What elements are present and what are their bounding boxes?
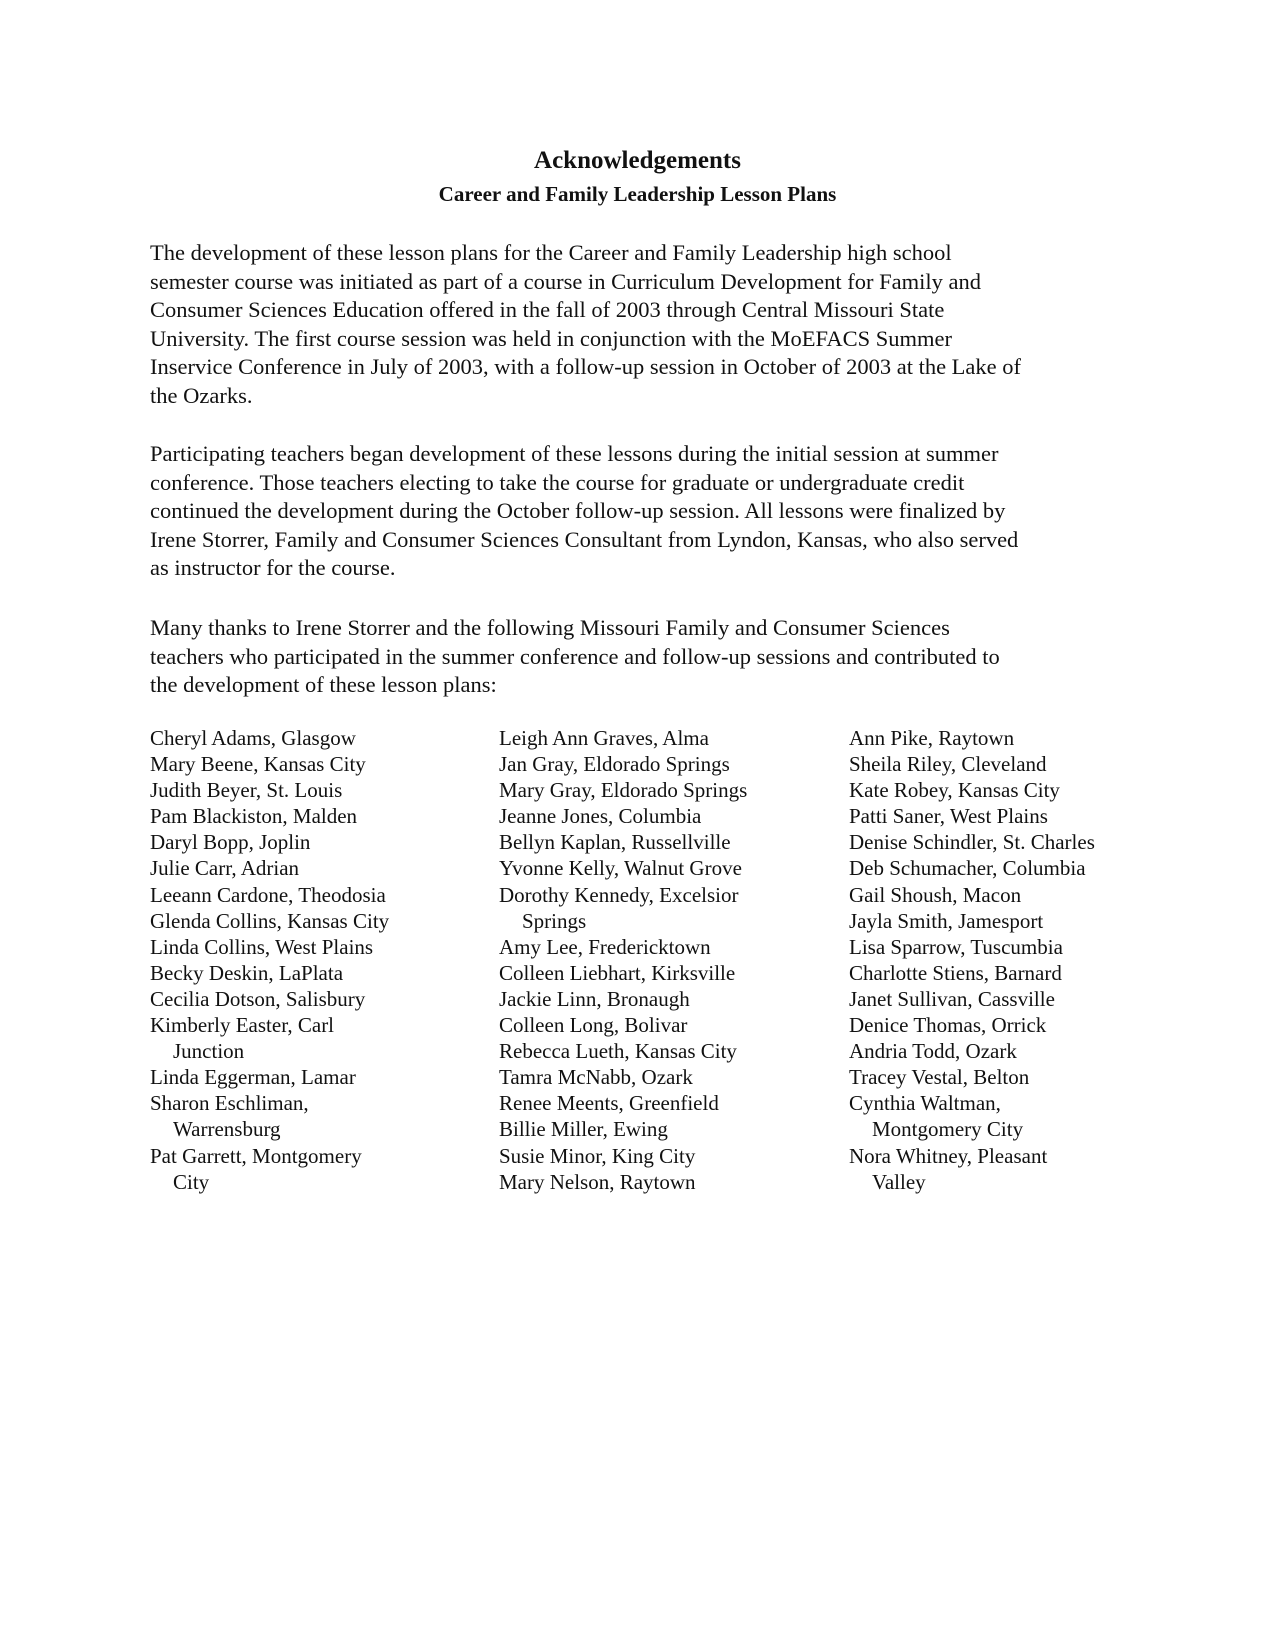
teacher-entry: Bellyn Kaplan, Russellville [499, 830, 731, 855]
teacher-entry: Leeann Cardone, Theodosia [150, 882, 386, 907]
teacher-entry: Daryl Bopp, Joplin [150, 830, 311, 855]
paragraph-line: The development of these lesson plans for the Career and Family Leadership high school [150, 240, 952, 265]
teacher-entry: Sharon Eschliman, [150, 1091, 309, 1116]
teacher-entry: Pam Blackiston, Malden [150, 804, 358, 829]
page-title: Acknowledgements [534, 147, 741, 174]
teacher-entry: Jan Gray, Eldorado Springs [499, 752, 730, 777]
paragraph-line: conference. Those teachers electing to take the course for graduate or undergraduate credit [150, 469, 965, 495]
teacher-entry: Cheryl Adams, Glasgow [150, 726, 356, 750]
teacher-entry: Charlotte Stiens, Barnard [849, 960, 1062, 985]
teacher-entry: Leigh Ann Graves, Alma [499, 726, 709, 750]
teacher-entry: Linda Eggerman, Lamar [150, 1065, 356, 1090]
teacher-entry: Sheila Riley, Cleveland [849, 752, 1047, 777]
teacher-entry-continuation: Warrensburg [173, 1117, 281, 1142]
teacher-entry: Patti Saner, West Plains [849, 804, 1048, 829]
teacher-entry-continuation: Springs [522, 908, 587, 933]
paragraph-line: University. The first course session was held in conjunction with the MoEFACS Summer [150, 325, 953, 351]
teacher-entry-continuation: Montgomery City [872, 1117, 1024, 1142]
teacher-entry: Cynthia Waltman, [849, 1091, 1001, 1116]
teacher-entry: Kate Robey, Kansas City [849, 778, 1060, 803]
paragraph-line: teachers who participated in the summer conference and follow-up sessions and contributed to [150, 643, 1000, 669]
paragraph-line: as instructor for the course. [150, 555, 396, 581]
teacher-entry: Nora Whitney, Pleasant [849, 1143, 1048, 1168]
teacher-entry: Glenda Collins, Kansas City [150, 908, 390, 933]
teacher-entry: Billie Miller, Ewing [499, 1117, 668, 1142]
teacher-entry: Mary Beene, Kansas City [150, 752, 366, 777]
teacher-entry: Deb Schumacher, Columbia [849, 856, 1086, 881]
teacher-entry: Colleen Liebhart, Kirksville [499, 960, 736, 985]
teacher-entry: Jackie Linn, Bronaugh [499, 986, 690, 1011]
teacher-entry: Janet Sullivan, Cassville [849, 986, 1055, 1011]
teacher-entry: Amy Lee, Fredericktown [499, 934, 711, 959]
teacher-list-column-2 [499, 725, 747, 1195]
teacher-entry: Colleen Long, Bolivar [499, 1013, 688, 1038]
page-subtitle: Career and Family Leadership Lesson Plans [438, 182, 837, 206]
teacher-entry: Cecilia Dotson, Salisbury [150, 986, 366, 1011]
paragraph-line: Inservice Conference in July of 2003, with a follow-up session in October of 2003 at the Lake of [150, 354, 1022, 380]
teacher-entry: Denise Schindler, St. Charles [849, 830, 1095, 855]
paragraph-line: semester course was initiated as part of a course in Curriculum Development for Family and [150, 268, 982, 294]
teacher-entry: Dorothy Kennedy, Excelsior [499, 882, 739, 907]
teacher-entry: Tracey Vestal, Belton [849, 1065, 1030, 1090]
paragraph-line: Many thanks to Irene Storrer and the following Missouri Family and Consumer Sciences [150, 615, 950, 640]
paragraph-line: Irene Storrer, Family and Consumer Sciences Consultant from Lyndon, Kansas, who also served [150, 526, 1019, 552]
teacher-entry: Susie Minor, King City [499, 1143, 696, 1168]
teacher-entry: Yvonne Kelly, Walnut Grove [499, 856, 742, 881]
teacher-entry: Linda Collins, West Plains [150, 934, 374, 959]
teacher-entry-continuation: City [173, 1169, 210, 1194]
paragraph-line: Participating teachers began development of these lessons during the initial session at summer [150, 441, 999, 466]
teacher-entry: Pat Garrett, Montgomery [150, 1143, 362, 1168]
teacher-entry: Becky Deskin, LaPlata [150, 960, 344, 985]
teacher-entry-continuation: Valley [872, 1169, 926, 1194]
teacher-entry: Lisa Sparrow, Tuscumbia [849, 934, 1063, 959]
teacher-entry: Gail Shoush, Macon [849, 882, 1022, 907]
teacher-entry: Renee Meents, Greenfield [499, 1091, 719, 1116]
teacher-entry: Rebecca Lueth, Kansas City [499, 1039, 737, 1064]
paragraph-line: the development of these lesson plans: [150, 672, 497, 698]
teacher-entry: Andria Todd, Ozark [849, 1039, 1017, 1064]
participation-paragraph [150, 440, 1122, 583]
teacher-entry: Judith Beyer, St. Louis [150, 778, 343, 803]
teacher-list-column-3 [849, 725, 1095, 1195]
teacher-entry: Mary Nelson, Raytown [499, 1169, 696, 1194]
teacher-list-column-1 [150, 725, 389, 1195]
teacher-entry: Julie Carr, Adrian [150, 856, 300, 881]
teacher-entry: Denice Thomas, Orrick [849, 1013, 1047, 1038]
thanks-paragraph [150, 614, 1122, 700]
teacher-entry: Jayla Smith, Jamesport [849, 908, 1044, 933]
teacher-entry: Ann Pike, Raytown [849, 726, 1015, 750]
intro-paragraph [150, 239, 1122, 411]
teacher-entry: Tamra McNabb, Ozark [499, 1065, 693, 1090]
paragraph-line: the Ozarks. [150, 382, 253, 408]
teacher-entry: Mary Gray, Eldorado Springs [499, 778, 748, 803]
paragraph-line: Consumer Sciences Education offered in the fall of 2003 through Central Missouri State [150, 297, 945, 323]
teacher-entry-continuation: Junction [173, 1039, 245, 1064]
teacher-entry: Jeanne Jones, Columbia [499, 804, 702, 829]
paragraph-line: continued the development during the October follow-up session. All lessons were finalized by [150, 498, 1006, 524]
teacher-entry: Kimberly Easter, Carl [150, 1013, 335, 1038]
